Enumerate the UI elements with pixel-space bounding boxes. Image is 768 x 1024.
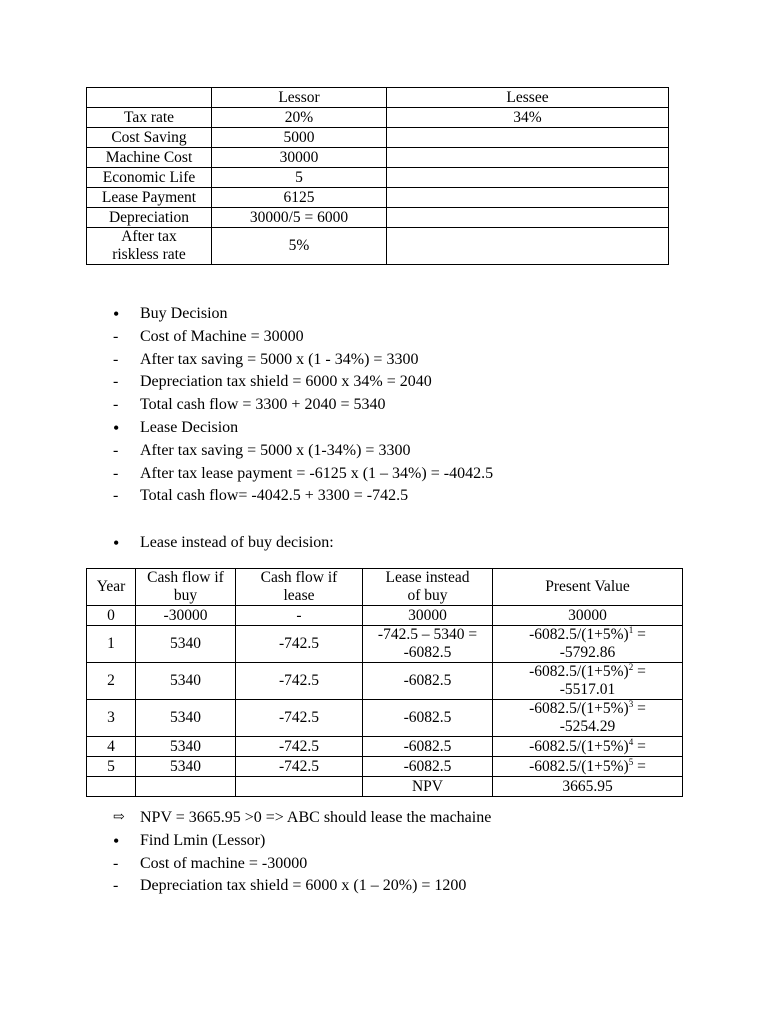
pv-exponent: 4 [628,736,634,747]
empty-cell [136,777,236,797]
list-item [113,830,491,853]
lessee-value [387,228,669,265]
pv-formula: -6082.5/(1+5%) [529,700,629,717]
table-header-row [87,88,669,108]
header-lease-instead-of-buy [363,569,493,606]
cash-flow-lease-cell: -742.5 [236,737,363,757]
header-line: Cash flow if [147,569,224,586]
header-cash-flow-buy [136,569,236,606]
header-line: buy [173,587,198,604]
list-text: After tax saving = 5000 x (1 - 34%) = 3300 [140,350,419,368]
list-marker: - [113,464,119,482]
row-label: Machine Cost [87,148,212,168]
lessor-value: 30000/5 = 6000 [212,208,387,228]
lease-vs-buy-table [86,568,683,797]
list-item [113,349,493,372]
list-item [113,875,491,898]
list-text: Lease Decision [140,418,239,436]
year-cell: 1 [87,626,136,663]
cash-flow-lease-cell: -742.5 [236,663,363,700]
list-text: After tax lease payment = -6125 x (1 – 34%) = -4042.5 [140,464,494,482]
cell-line: -6082.5 [403,709,452,726]
list-item [113,807,491,830]
cash-flow-lease-cell: -742.5 [236,626,363,663]
lessee-value: 34% [387,108,669,128]
header-cell [87,88,212,108]
year-cell: 5 [87,757,136,777]
pv-exponent: 3 [628,698,634,709]
header-year: Year [87,569,136,606]
present-value-cell [493,663,683,700]
list-item [113,326,493,349]
pv-exponent: 5 [628,756,634,767]
lessor-value: 30000 [212,148,387,168]
cash-flow-buy-cell: 5340 [136,757,236,777]
pv-formula: -6082.5/(1+5%) [529,663,629,680]
cell-line: 30000 [408,606,447,624]
pv-result: -5254.29 [559,718,616,735]
lessor-value: 20% [212,108,387,128]
cash-flow-buy-cell: 5340 [136,700,236,737]
pv-result: -5517.01 [559,681,616,698]
table-row [87,148,669,168]
lessee-value [387,208,669,228]
header-cell-lessor: Lessor [212,88,387,108]
row-label-line: riskless rate [112,246,186,263]
row-label: Lease Payment [87,188,212,208]
year-cell: 3 [87,700,136,737]
list-text: Lease instead of buy decision: [140,534,334,551]
list-item [113,371,493,394]
pv-formula: -6082.5/(1+5%) [529,737,629,755]
lessee-value [387,148,669,168]
cell-line: -742.5 – 5340 = [377,626,478,643]
header-line: Cash flow if [260,569,338,586]
pv-equals: = [633,663,646,680]
list-marker: ⇨ [113,810,125,825]
lease-instead-cell [363,606,493,626]
list-item [113,485,493,508]
row-label: Cost Saving [87,128,212,148]
header-line: of buy [407,587,448,604]
list-item [113,394,493,417]
pv-result: -5792.86 [559,644,616,661]
pv-formula: 30000 [568,606,607,624]
npv-label: NPV [363,777,493,797]
table-row [87,208,669,228]
pv-formula: -6082.5/(1+5%) [529,757,629,775]
row-label-line: After tax [121,228,177,245]
lessee-value [387,188,669,208]
list-marker: - [113,441,119,459]
cash-flow-buy-cell: 5340 [136,626,236,663]
table-row [87,606,683,626]
lessor-value: 6125 [212,188,387,208]
list-text: Depreciation tax shield = 6000 x (1 – 20%) = 1200 [140,877,467,895]
pv-formula: -6082.5/(1+5%) [529,626,629,643]
pv-equals: = [633,626,646,643]
header-cash-flow-lease [236,569,363,606]
lease-instead-cell [363,663,493,700]
cash-flow-lease-cell: -742.5 [236,700,363,737]
list-marker: • [113,304,120,324]
cell-line: -6082.5 [403,644,452,661]
pv-equals: = [633,757,646,775]
year-cell: 2 [87,663,136,700]
lessee-value [387,168,669,188]
header-line: Lease instead [385,569,470,586]
present-value-cell [493,700,683,737]
lessor-value: 5 [212,168,387,188]
table-header-row [87,569,683,606]
list-text: Cost of machine = -30000 [140,854,308,872]
cell-line: -6082.5 [403,757,452,775]
list-item [113,463,493,486]
pv-exponent: 2 [628,661,634,672]
present-value-cell [493,737,683,757]
list-text: Total cash flow= -4042.5 + 3300 = -742.5 [140,487,409,505]
list-marker: • [113,417,120,438]
lessee-value [387,128,669,148]
lease-instead-list [113,532,334,555]
year-cell: 0 [87,606,136,626]
list-marker: - [113,350,119,368]
table-row [87,168,669,188]
cell-line: -6082.5 [403,737,452,755]
cash-flow-lease-cell: -742.5 [236,757,363,777]
list-marker: - [113,327,119,345]
list-item [113,532,334,555]
pv-equals: = [633,700,646,717]
list-marker: - [113,487,119,505]
row-label [87,228,212,265]
npv-row [87,777,683,797]
table-row [87,108,669,128]
table-row [87,128,669,148]
present-value-cell [493,626,683,663]
pv-equals: = [633,737,646,755]
table-row [87,700,683,737]
header-cell-lessee: Lessee [387,88,669,108]
list-marker: • [113,533,120,553]
cell-line: -6082.5 [403,672,452,689]
present-value-cell [493,757,683,777]
list-marker: • [113,830,120,851]
list-item [113,417,493,440]
table-row [87,663,683,700]
row-label: Tax rate [87,108,212,128]
row-label: Depreciation [87,208,212,228]
list-text: Buy Decision [140,305,228,322]
list-item [113,303,493,326]
cash-flow-buy-cell: 5340 [136,737,236,757]
list-text: Total cash flow = 3300 + 2040 = 5340 [140,396,386,414]
list-marker: - [113,854,119,872]
list-marker: - [113,877,119,895]
lease-parameters-table [86,87,669,265]
list-text: Cost of Machine = 30000 [140,327,304,345]
list-item [113,853,491,876]
table-row [87,228,669,265]
decision-list [113,303,493,508]
table-row [87,626,683,663]
empty-cell [87,777,136,797]
conclusion-list [113,807,491,898]
list-text: NPV = 3665.95 >0 => ABC should lease the machaine [140,809,492,826]
present-value-cell [493,606,683,626]
table-row [87,188,669,208]
lease-instead-cell [363,626,493,663]
list-text: After tax saving = 5000 x (1-34%) = 3300 [140,441,411,459]
list-item [113,440,493,463]
list-text: Depreciation tax shield = 6000 x 34% = 2040 [140,373,432,391]
row-label: Economic Life [87,168,212,188]
cash-flow-lease-cell: - [236,606,363,626]
list-marker: - [113,396,119,414]
pv-exponent: 1 [628,624,634,635]
header-line: lease [283,587,315,604]
list-text: Find Lmin (Lessor) [140,831,266,849]
lessor-value: 5000 [212,128,387,148]
list-marker: - [113,373,119,391]
lease-instead-cell [363,700,493,737]
empty-cell [236,777,363,797]
lessor-value: 5% [212,228,387,265]
lease-instead-cell [363,757,493,777]
lease-instead-cell [363,737,493,757]
cash-flow-buy-cell: 5340 [136,663,236,700]
npv-value: 3665.95 [493,777,683,797]
year-cell: 4 [87,737,136,757]
cash-flow-buy-cell: -30000 [136,606,236,626]
table-row [87,757,683,777]
table-row [87,737,683,757]
header-present-value: Present Value [493,569,683,606]
